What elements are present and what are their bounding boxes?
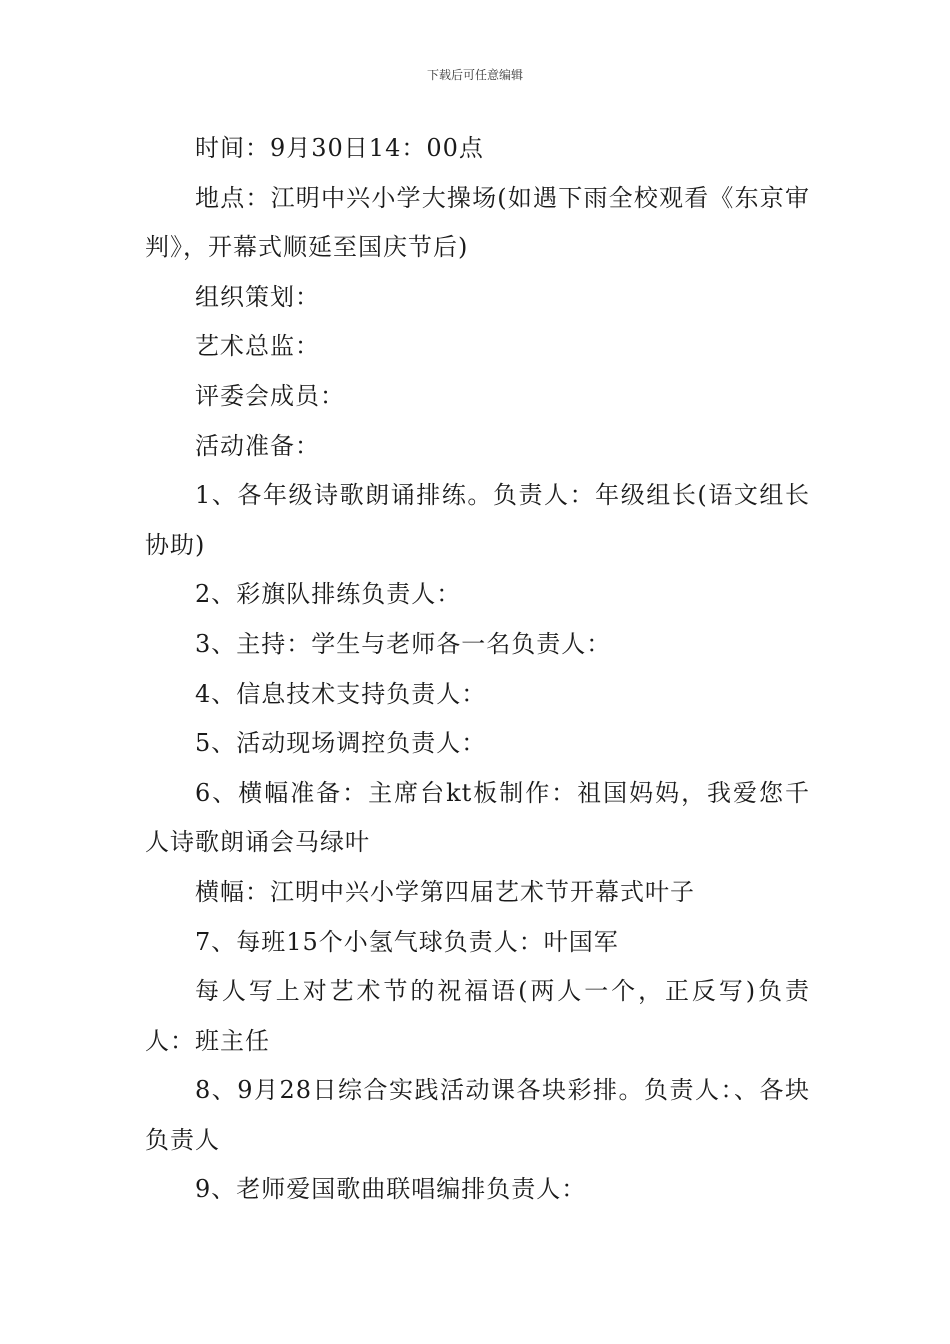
paragraph-location: 地点：江明中兴小学大操场(如遇下雨全校观看《东京审判》，开幕式顺延至国庆节后) xyxy=(145,183,810,262)
paragraph-item-5: 5、活动现场调控负责人： xyxy=(195,729,487,758)
paragraph-item-1: 1、各年级诗歌朗诵排练。负责人：年级组长(语文组长协助) xyxy=(145,481,810,559)
paragraph-blessings: 每人写上对艺术节的祝福语(两人一个，正反写)负责人：班主任 xyxy=(145,977,810,1055)
page-header-note: 下载后可任意编辑 xyxy=(426,68,523,82)
paragraph-item-2: 2、彩旗队排练负责人： xyxy=(195,580,462,609)
paragraph-preparation-heading: 活动准备： xyxy=(195,431,320,460)
document-body xyxy=(145,124,810,1215)
paragraph-item-3: 3、主持：学生与老师各一名负责人： xyxy=(195,629,612,658)
paragraph-judges: 评委会成员： xyxy=(195,381,345,410)
paragraph-item-4: 4、信息技术支持负责人： xyxy=(195,679,487,708)
paragraph-item-6: 6、横幅准备：主席台kt板制作：祖国妈妈，我爱您千人诗歌朗诵会马绿叶 xyxy=(145,778,810,857)
paragraph-art-director: 艺术总监： xyxy=(195,332,320,361)
paragraph-time: 时间：9月30日14：00点 xyxy=(195,134,484,162)
paragraph-organizer: 组织策划： xyxy=(195,282,320,311)
paragraph-banner: 横幅：江明中兴小学第四届艺术节开幕式叶子 xyxy=(195,877,695,906)
paragraph-item-9: 9、老师爱国歌曲联唱编排负责人： xyxy=(195,1175,587,1204)
paragraph-item-8: 8、9月28日综合实践活动课各块彩排。负责人：、各块负责人 xyxy=(145,1076,810,1154)
paragraph-item-7: 7、每班15个小氢气球负责人：叶国军 xyxy=(195,927,619,956)
